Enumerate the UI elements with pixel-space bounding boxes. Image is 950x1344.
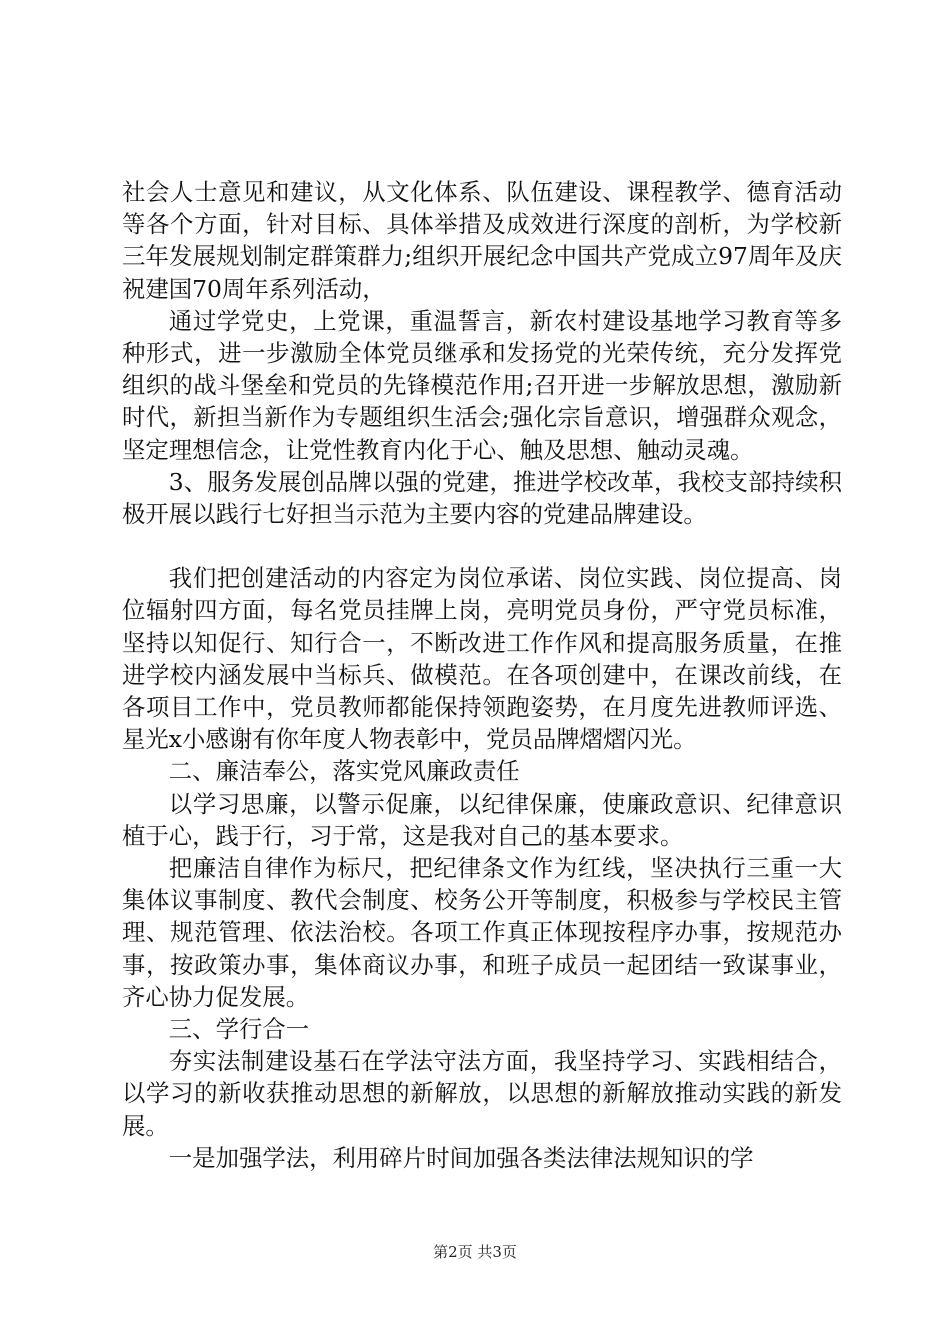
paragraph-5: 以学习思廉，以警示促廉，以纪律保廉，使廉政意识、纪律意识植于心，践于行，习于常，这是我对自己的基本要求。: [122, 789, 842, 850]
paragraph-2: 通过学党史，上党课，重温誓言，新农村建设基地学习教育等多种形式，进一步激励全体党员继承和发扬党的光荣传统，充分发挥党组织的战斗堡垒和党员的先锋模范作用;召开进一步解放思想，激励新时代，新担当新作为专题组织生活会;强化宗旨意识，增强群众观念，坚定理想信念，让党性教育内化于心、触及思想、触动灵魂。: [122, 306, 842, 464]
page-number-footer: 第2页 共3页: [433, 1243, 517, 1261]
paragraph-6: 把廉洁自律作为标尺，把纪律条文作为红线，坚决执行三重一大集体议事制度、教代会制度、校务公开等制度，积极参与学校民主管理、规范管理、依法治校。各项工作真正体现按程序办事，按规范办事，按政策办事，集体商议办事，和班子成员一起团结一致谋事业，齐心协力促发展。: [122, 854, 842, 1011]
paragraph-1: 社会人士意见和建议，从文化体系、队伍建设、课程教学、德育活动等各个方面，针对目标、具体举措及成效进行深度的剖析，为学校新三年发展规划制定群策群力;组织开展纪念中国共产党成立97周年及庆祝建国70周年系列活动，: [122, 178, 842, 303]
document-body: [122, 176, 842, 1174]
paragraph-4: 我们把创建活动的内容定为岗位承诺、岗位实践、岗位提高、岗位辐射四方面，每名党员挂牌上岗，亮明党员身份，严守党员标准，坚持以知促行、知行合一，不断改进工作作风和提高服务质量，在推进学校内涵发展中当标兵、做模范。在各项创建中，在课改前线，在各项目工作中，党员教师都能保持领跑姿势，在月度先进教师评选、星光x小感谢有你年度人物表彰中，党员品牌熠熠闪光。: [122, 564, 842, 754]
paragraph-spacer: [122, 530, 842, 562]
section-heading-3: 三、学行合一: [168, 1015, 310, 1044]
paragraph-7: 夯实法制建设基石在学法守法方面，我坚持学习、实践相结合，以学习的新收获推动思想的新解放，以思想的新解放推动实践的新发展。: [122, 1047, 842, 1140]
section-heading-2: 二、廉洁奉公，落实党风廉政责任: [168, 757, 520, 786]
paragraph-8: 一是加强学法，利用碎片时间加强各类法律法规知识的学: [168, 1143, 754, 1172]
paragraph-3: 3、服务发展创品牌以强的党建，推进学校改革，我校支部持续积极开展以践行七好担当示范为主要内容的党建品牌建设。: [122, 467, 842, 529]
